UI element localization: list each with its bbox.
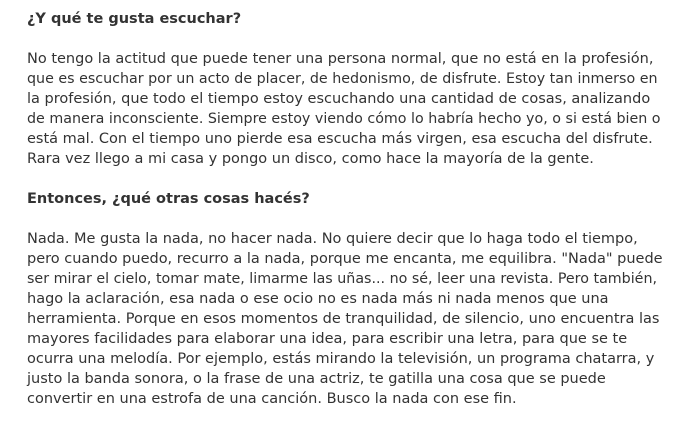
answer-line: Nada. Me gusta la nada, no hacer nada. No quiere decir que lo haga todo el tiempo, bbox=[27, 231, 638, 247]
answer-line: la profesión, que todo el tiempo estoy escuchando una cantidad de cosas, analizando bbox=[27, 91, 651, 107]
interview-article bbox=[27, 9, 667, 409]
answer-line: está mal. Con el tiempo uno pierde esa escucha más virgen, esa escucha del disfrute. bbox=[27, 131, 653, 147]
interview-answer-1 bbox=[27, 49, 667, 169]
answer-line: No tengo la actitud que puede tener una persona normal, que no está en la profesión, bbox=[27, 51, 654, 67]
answer-line: Rara vez llego a mi casa y pongo un disco, como hace la mayoría de la gente. bbox=[27, 151, 594, 167]
answer-line: ocurra una melodía. Por ejemplo, estás mirando la televisión, un programa chatarra, y bbox=[27, 351, 655, 367]
interview-answer-2 bbox=[27, 229, 667, 409]
answer-line: convertir en una estrofa de una canción. Busco la nada con ese fin. bbox=[27, 391, 517, 407]
answer-line: de manera inconsciente. Siempre estoy viendo cómo lo habría hecho yo, o si está bien o bbox=[27, 111, 661, 127]
interview-question-2: Entonces, ¿qué otras cosas hacés? bbox=[27, 191, 310, 207]
answer-line: pero cuando puedo, recurro a la nada, porque me encanta, me equilibra. "Nada" puede bbox=[27, 251, 663, 267]
answer-line: hago la aclaración, esa nada o ese ocio no es nada más ni nada menos que una bbox=[27, 291, 609, 307]
answer-line: que es escuchar por un acto de placer, de hedonismo, de disfrute. Estoy tan inmerso en bbox=[27, 71, 658, 87]
interview-question-1: ¿Y qué te gusta escuchar? bbox=[27, 11, 242, 27]
answer-line: mayores facilidades para elaborar una idea, para escribir una letra, para que se te bbox=[27, 331, 628, 347]
answer-line: justo la banda sonora, o la frase de una actriz, te gatilla una cosa que se puede bbox=[27, 371, 606, 387]
answer-line: ser mirar el cielo, tomar mate, limarme las uñas... no sé, leer una revista. Pero también, bbox=[27, 271, 658, 287]
answer-line: herramienta. Porque en esos momentos de tranquilidad, de silencio, uno encuentra las bbox=[27, 311, 660, 327]
